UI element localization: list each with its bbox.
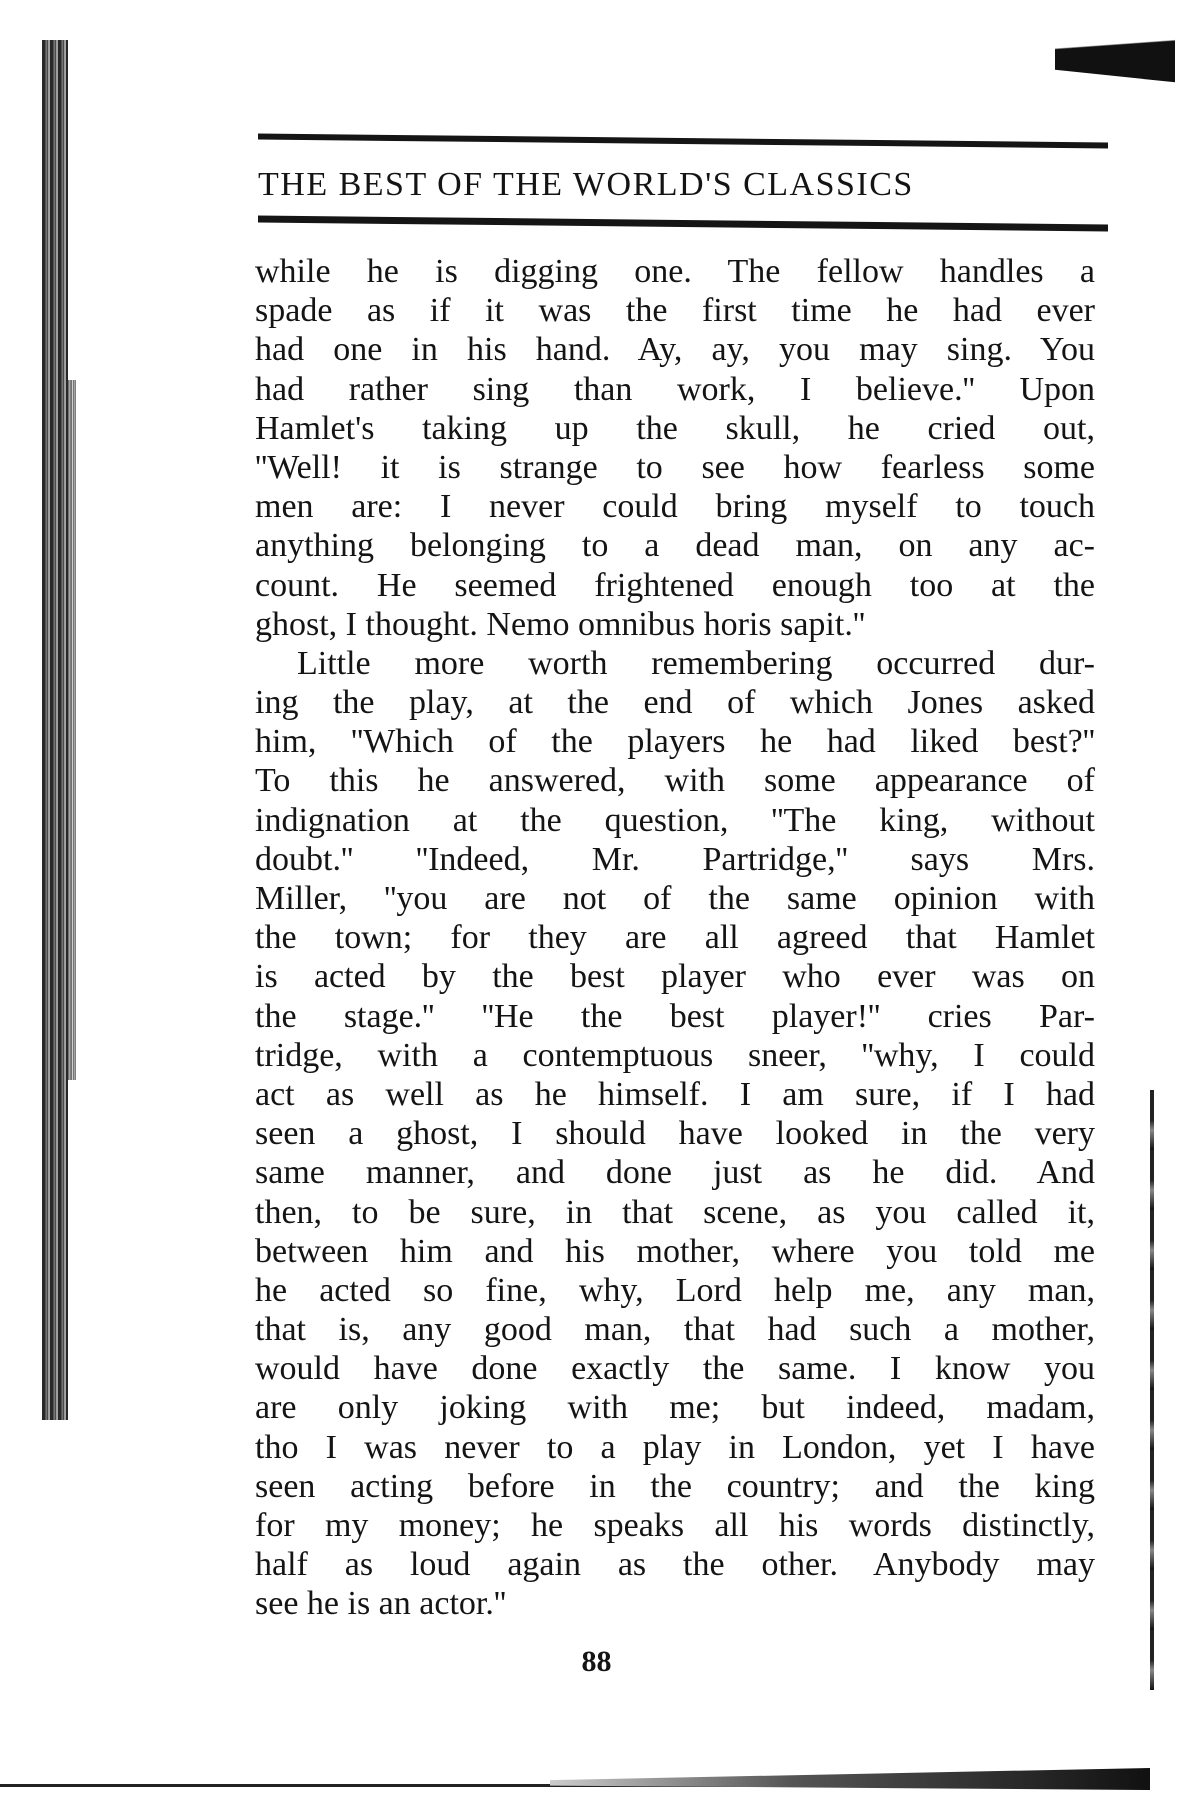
- text-line: had rather sing than work, I believe.'' Upon: [255, 370, 1095, 408]
- text-line: the stage.'' ''He the best player!'' cries Par-: [255, 997, 1095, 1035]
- book-gutter-shadow: [68, 380, 76, 1080]
- text-line: for my money; he speaks all his words distinctly,: [255, 1507, 1095, 1544]
- text-line: indignation at the question, ''The king, without: [255, 801, 1095, 839]
- text-line: act as well as he himself. I am sure, if I had: [255, 1075, 1095, 1113]
- paragraph-first-line: Little more worth remembering occurred dur-: [297, 644, 1095, 682]
- page-right-edge: [1150, 1090, 1154, 1690]
- text-line: half as loud again as the other. Anybody may: [255, 1546, 1095, 1584]
- text-line: had one in his hand. Ay, ay, you may sing. You: [255, 331, 1095, 369]
- text-line: same manner, and done just as he did. And: [255, 1154, 1095, 1192]
- text-line: that is, any good man, that had such a mother,: [255, 1311, 1095, 1349]
- text-line: anything belonging to a dead man, on any ac-: [255, 527, 1095, 565]
- page-number: 88: [581, 1645, 612, 1678]
- text-line: he acted so fine, why, Lord help me, any man,: [255, 1271, 1095, 1309]
- header-rule-bottom: [258, 216, 1108, 232]
- text-line: ghost, I thought. Nemo omnibus horis sapit.'': [255, 605, 866, 643]
- text-line: Miller, ''you are not of the same opinion with: [255, 880, 1095, 917]
- text-line: count. He seemed frightened enough too at the: [255, 566, 1095, 604]
- text-line: the town; for they are all agreed that Hamlet: [255, 919, 1095, 957]
- text-line: seen a ghost, I should have looked in the very: [255, 1115, 1095, 1153]
- text-line: while he is digging one. The fellow handles a: [255, 253, 1095, 290]
- text-line: is acted by the best player who ever was on: [255, 958, 1095, 996]
- text-line: doubt.'' ''Indeed, Mr. Partridge,'' says Mrs.: [255, 840, 1095, 878]
- text-line: him, ''Which of the players he had liked best?'': [255, 723, 1095, 761]
- text-line: tho I was never to a play in London, yet I have: [255, 1428, 1095, 1466]
- text-line: see he is an actor.'': [255, 1585, 507, 1623]
- text-line: then, to be sure, in that scene, as you called it,: [255, 1193, 1095, 1231]
- text-line: between him and his mother, where you told me: [255, 1232, 1095, 1270]
- text-line: ing the play, at the end of which Jones asked: [255, 684, 1095, 722]
- book-spine-shadow: [42, 40, 68, 1420]
- text-line: men are: I never could bring myself to touch: [255, 488, 1095, 526]
- text-line: tridge, with a contemptuous sneer, ''why, I could: [255, 1036, 1095, 1074]
- text-line: would have done exactly the same. I know you: [255, 1350, 1095, 1388]
- text-line: To this he answered, with some appearance of: [255, 762, 1095, 800]
- header-rule-top: [258, 134, 1108, 149]
- text-line: spade as if it was the first time he had ever: [255, 292, 1095, 330]
- running-title: THE BEST OF THE WORLD'S CLASSICS: [258, 166, 914, 203]
- text-line: are only joking with me; but indeed, madam,: [255, 1389, 1095, 1427]
- page-corner-shadow: [1055, 20, 1175, 83]
- text-line: seen acting before in the country; and the king: [255, 1467, 1095, 1505]
- text-line: Hamlet's taking up the skull, he cried out,: [255, 409, 1095, 447]
- page-body-text: [255, 252, 1095, 1624]
- text-line: ''Well! it is strange to see how fearless some: [255, 448, 1095, 486]
